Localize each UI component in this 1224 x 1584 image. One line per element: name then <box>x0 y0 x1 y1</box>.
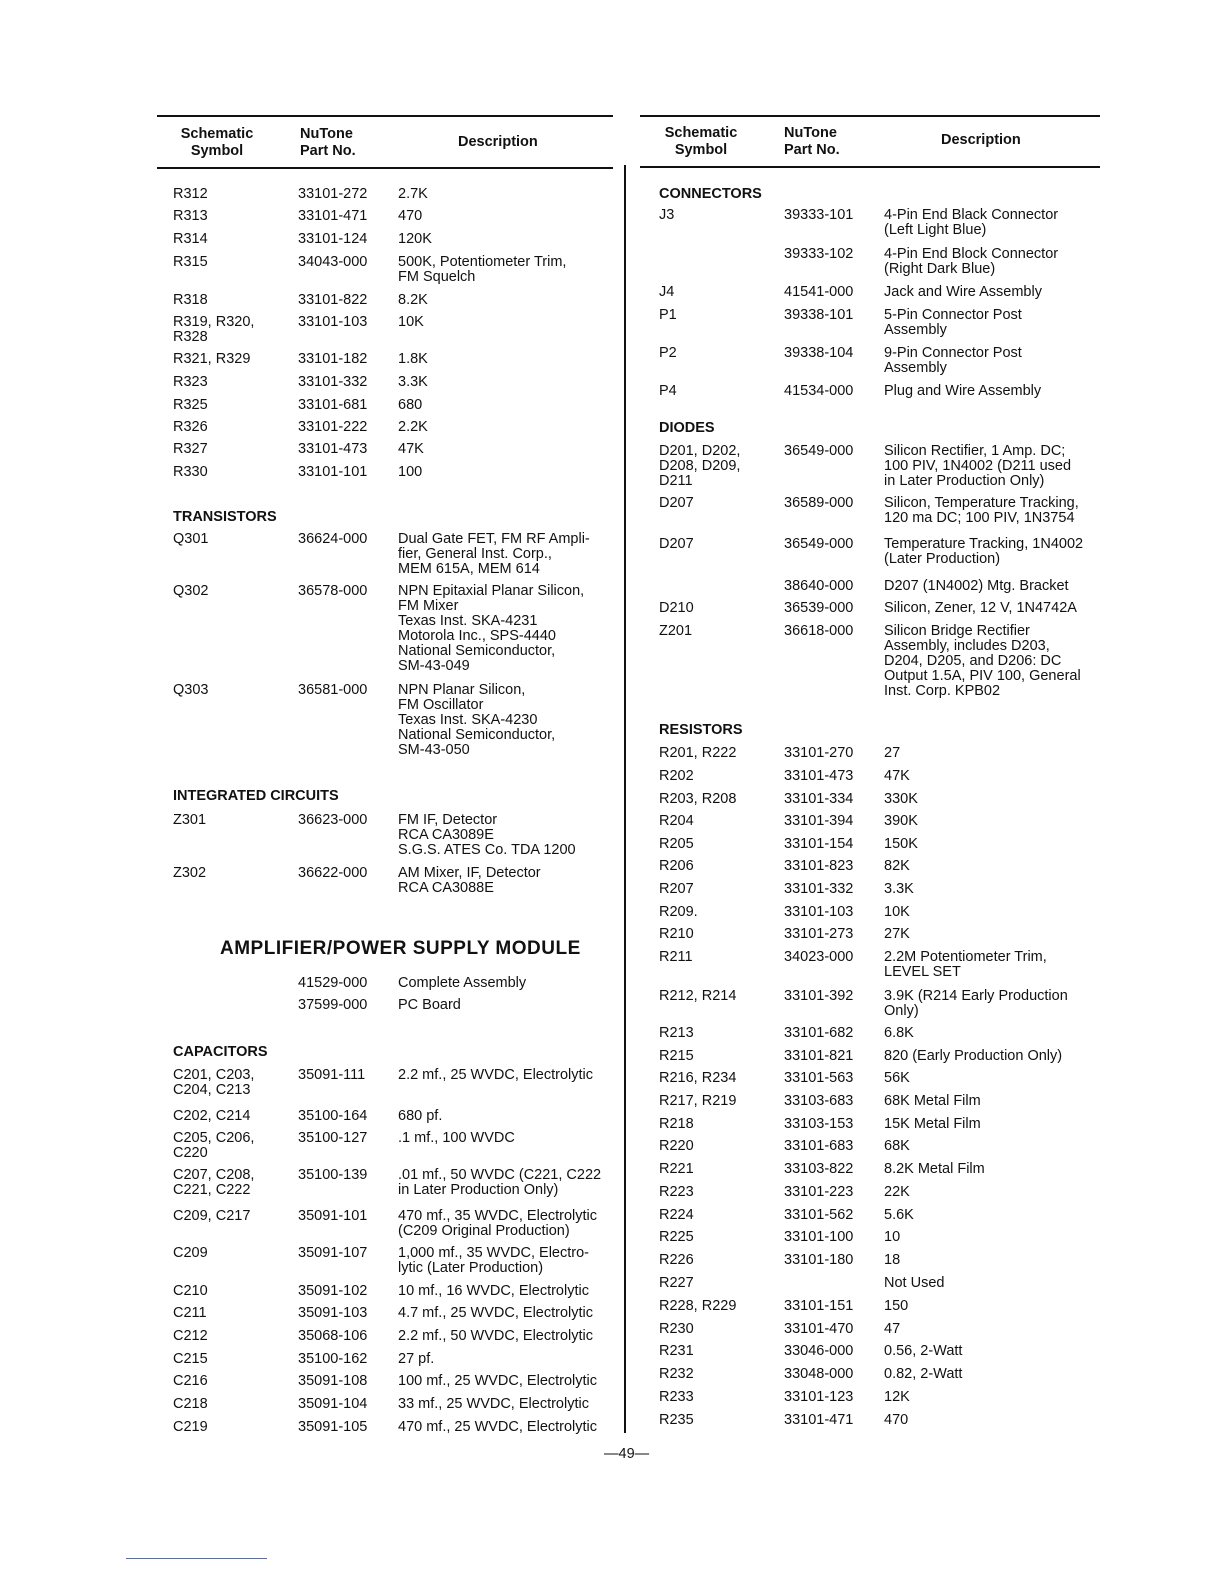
symbol-cell: R224 <box>659 1207 694 1223</box>
part-number-cell: 33101-682 <box>784 1025 854 1041</box>
part-number-cell: 33101-822 <box>298 292 368 308</box>
part-number-cell: 33101-180 <box>784 1252 854 1268</box>
description-cell: Complete Assembly <box>398 975 527 991</box>
description-cell: 0.56, 2-Watt <box>884 1343 963 1359</box>
symbol-cell: R205 <box>659 836 694 852</box>
description-cell: 4-Pin End Black Connector (Left Light Blue) <box>884 207 1059 238</box>
part-number-cell: 33101-332 <box>784 881 854 897</box>
symbol-cell: R318 <box>173 292 208 308</box>
symbol-cell: Q301 <box>173 531 209 547</box>
description-cell: 2.2 mf., 25 WVDC, Electrolytic <box>398 1067 593 1083</box>
part-number-cell: 33101-821 <box>784 1048 854 1064</box>
footer-line <box>126 1558 267 1559</box>
part-number-cell: 39333-102 <box>784 246 854 262</box>
description-cell: 12K <box>884 1389 910 1405</box>
description-cell: 3.3K <box>884 881 914 897</box>
symbol-cell: R226 <box>659 1252 694 1268</box>
part-number-cell: 35091-111 <box>298 1067 366 1083</box>
description-cell: 8.2K Metal Film <box>884 1161 985 1177</box>
symbol-cell: R202 <box>659 768 694 784</box>
symbol-cell: R201, R222 <box>659 745 737 761</box>
symbol-cell: R233 <box>659 1389 694 1405</box>
symbol-cell: C207, C208, C221, C222 <box>173 1167 255 1198</box>
part-number-cell: 33101-103 <box>298 314 368 330</box>
description-cell: 500K, Potentiometer Trim, FM Squelch <box>398 254 567 285</box>
description-cell: .1 mf., 100 WVDC <box>398 1130 515 1146</box>
part-number-cell: 35091-107 <box>298 1245 368 1261</box>
part-number-cell: 33103-822 <box>784 1161 854 1177</box>
description-cell: 10K <box>884 904 910 920</box>
description-cell: AM Mixer, IF, Detector RCA CA3088E <box>398 865 541 896</box>
part-number-cell: 33101-470 <box>784 1321 854 1337</box>
part-number-cell: 33101-100 <box>784 1229 854 1245</box>
symbol-cell: R204 <box>659 813 694 829</box>
part-number-cell: 36623-000 <box>298 812 368 828</box>
part-number-cell: 39338-104 <box>784 345 854 361</box>
part-number-cell: 35091-101 <box>298 1208 368 1224</box>
part-number-cell: 33101-154 <box>784 836 854 852</box>
part-number-cell: 33101-562 <box>784 1207 854 1223</box>
symbol-cell: C210 <box>173 1283 208 1299</box>
part-number-cell: 33101-222 <box>298 419 368 435</box>
part-number-cell: 33101-223 <box>784 1184 854 1200</box>
description-cell: 120K <box>398 231 432 247</box>
symbol-cell: R323 <box>173 374 208 390</box>
symbol-cell: R231 <box>659 1343 694 1359</box>
symbol-cell: R326 <box>173 419 208 435</box>
description-cell: 680 <box>398 397 423 413</box>
symbol-cell: C209, C217 <box>173 1208 251 1224</box>
symbol-cell: R211 <box>659 949 693 965</box>
description-cell: 470 <box>398 208 423 224</box>
description-cell: 27 pf. <box>398 1351 435 1367</box>
part-number-cell: 33101-101 <box>298 464 368 480</box>
description-cell: 0.82, 2-Watt <box>884 1366 963 1382</box>
symbol-cell: R209. <box>659 904 698 920</box>
symbol-cell: R212, R214 <box>659 988 737 1004</box>
description-cell: 68K <box>884 1138 910 1154</box>
section-title: INTEGRATED CIRCUITS <box>173 788 339 804</box>
part-number-cell: 36578-000 <box>298 583 368 599</box>
symbol-cell: R312 <box>173 186 208 202</box>
header-part-no: NuTone Part No. <box>300 126 356 159</box>
description-cell: 6.8K <box>884 1025 914 1041</box>
part-number-cell: 34043-000 <box>298 254 368 270</box>
part-number-cell: 33101-473 <box>784 768 854 784</box>
part-number-cell: 35091-108 <box>298 1373 368 1389</box>
part-number-cell: 33101-182 <box>298 351 368 367</box>
description-cell: 680 pf. <box>398 1108 443 1124</box>
part-number-cell: 36581-000 <box>298 682 368 698</box>
description-cell: 2.2M Potentiometer Trim, LEVEL SET <box>884 949 1047 980</box>
description-cell: FM IF, Detector RCA CA3089E S.G.S. ATES Co. TDA 1200 <box>398 812 576 858</box>
description-cell: 22K <box>884 1184 910 1200</box>
description-cell: PC Board <box>398 997 461 1013</box>
symbol-cell: R223 <box>659 1184 694 1200</box>
header-description: Description <box>941 132 1021 148</box>
description-cell: 10 <box>884 1229 901 1245</box>
description-cell: 1,000 mf., 35 WVDC, Electro- lytic (Later Production) <box>398 1245 589 1276</box>
part-number-cell: 39338-101 <box>784 307 854 323</box>
part-number-cell: 33101-123 <box>784 1389 854 1405</box>
column-divider <box>624 165 626 1433</box>
part-number-cell: 33101-392 <box>784 988 854 1004</box>
symbol-cell: C216 <box>173 1373 208 1389</box>
symbol-cell: R232 <box>659 1366 694 1382</box>
symbol-cell: R227 <box>659 1275 694 1291</box>
description-cell: Jack and Wire Assembly <box>884 284 1042 300</box>
symbol-cell: R216, R234 <box>659 1070 737 1086</box>
description-cell: NPN Planar Silicon, FM Oscillator Texas Inst. SKA-4230 National Semiconductor, SM-43-050 <box>398 682 556 758</box>
description-cell: Silicon, Temperature Tracking, 120 ma DC; 100 PIV, 1N3754 <box>884 495 1079 526</box>
symbol-cell: C202, C214 <box>173 1108 251 1124</box>
description-cell: 390K <box>884 813 918 829</box>
part-number-cell: 41534-000 <box>784 383 854 399</box>
right-parts-table <box>640 115 1100 1428</box>
part-number-cell: 33101-151 <box>784 1298 854 1314</box>
part-number-cell: 35100-139 <box>298 1167 368 1183</box>
description-cell: 15K Metal Film <box>884 1116 981 1132</box>
part-number-cell: 35091-104 <box>298 1396 368 1412</box>
right-table-header <box>640 115 1100 168</box>
description-cell: 4-Pin End Block Connector (Right Dark Blue) <box>884 246 1059 277</box>
description-cell: 2.2 mf., 50 WVDC, Electrolytic <box>398 1328 593 1344</box>
header-schematic-symbol: Schematic Symbol <box>180 126 254 159</box>
description-cell: 9-Pin Connector Post Assembly <box>884 345 1022 376</box>
part-number-cell: 35091-105 <box>298 1419 368 1435</box>
description-cell: 820 (Early Production Only) <box>884 1048 1063 1064</box>
symbol-cell: R327 <box>173 441 208 457</box>
part-number-cell: 33101-334 <box>784 791 854 807</box>
part-number-cell: 36589-000 <box>784 495 854 511</box>
symbol-cell: R313 <box>173 208 208 224</box>
symbol-cell: R215 <box>659 1048 694 1064</box>
description-cell: 47K <box>884 768 910 784</box>
symbol-cell: R315 <box>173 254 208 270</box>
symbol-cell: J4 <box>659 284 675 300</box>
symbol-cell: Z301 <box>173 812 207 828</box>
description-cell: 47 <box>884 1321 901 1337</box>
part-number-cell: 34023-000 <box>784 949 854 965</box>
section-title: TRANSISTORS <box>173 509 277 525</box>
section-title: RESISTORS <box>659 722 743 738</box>
symbol-cell: R218 <box>659 1116 694 1132</box>
description-cell: 27K <box>884 926 910 942</box>
description-cell: Plug and Wire Assembly <box>884 383 1042 399</box>
section-title: CAPACITORS <box>173 1044 268 1060</box>
symbol-cell: R220 <box>659 1138 694 1154</box>
part-number-cell: 33101-103 <box>784 904 854 920</box>
symbol-cell: R221 <box>659 1161 694 1177</box>
symbol-cell: Q303 <box>173 682 209 698</box>
description-cell: Temperature Tracking, 1N4002 (Later Production) <box>884 536 1084 567</box>
symbol-cell: R225 <box>659 1229 694 1245</box>
part-number-cell: 33101-273 <box>784 926 854 942</box>
part-number-cell: 33101-270 <box>784 745 854 761</box>
header-part-no: NuTone Part No. <box>784 125 840 158</box>
header-schematic-symbol: Schematic Symbol <box>664 125 738 158</box>
description-cell: Not Used <box>884 1275 945 1291</box>
header-description: Description <box>458 134 538 150</box>
description-cell: 4.7 mf., 25 WVDC, Electrolytic <box>398 1305 593 1321</box>
part-number-cell: 36624-000 <box>298 531 368 547</box>
part-number-cell: 41529-000 <box>298 975 368 991</box>
part-number-cell: 33046-000 <box>784 1343 854 1359</box>
part-number-cell: 39333-101 <box>784 207 854 223</box>
part-number-cell: 35091-102 <box>298 1283 368 1299</box>
symbol-cell: D210 <box>659 600 694 616</box>
symbol-cell: D201, D202, D208, D209, D211 <box>659 443 741 489</box>
symbol-cell: R321, R329 <box>173 351 251 367</box>
description-cell: 470 mf., 35 WVDC, Electrolytic (C209 Original Production) <box>398 1208 598 1239</box>
part-number-cell: 35091-103 <box>298 1305 368 1321</box>
symbol-cell: R203, R208 <box>659 791 737 807</box>
description-cell: Silicon, Zener, 12 V, 1N4742A <box>884 600 1077 616</box>
part-number-cell: 35100-164 <box>298 1108 368 1124</box>
description-cell: Dual Gate FET, FM RF Ampli- fier, General Inst. Corp., MEM 615A, MEM 614 <box>398 531 590 577</box>
description-cell: 1.8K <box>398 351 428 367</box>
symbol-cell: R235 <box>659 1412 694 1428</box>
symbol-cell: C205, C206, C220 <box>173 1130 255 1161</box>
part-number-cell: 35100-127 <box>298 1130 368 1146</box>
symbol-cell: R330 <box>173 464 208 480</box>
part-number-cell: 35068-106 <box>298 1328 368 1344</box>
description-cell: 68K Metal Film <box>884 1093 981 1109</box>
description-cell: 5.6K <box>884 1207 914 1223</box>
symbol-cell: R206 <box>659 858 694 874</box>
part-number-cell: 36549-000 <box>784 443 854 459</box>
part-number-cell: 36539-000 <box>784 600 854 616</box>
description-cell: 150 <box>884 1298 909 1314</box>
part-number-cell: 38640-000 <box>784 578 854 594</box>
part-number-cell: 36622-000 <box>298 865 368 881</box>
symbol-cell: P4 <box>659 383 677 399</box>
description-cell: NPN Epitaxial Planar Silicon, FM Mixer Texas Inst. SKA-4231 Motorola Inc., SPS-4440 National Semiconductor, SM-43-049 <box>398 583 585 674</box>
part-number-cell: 33101-681 <box>298 397 368 413</box>
symbol-cell: R213 <box>659 1025 694 1041</box>
description-cell: 470 mf., 25 WVDC, Electrolytic <box>398 1419 598 1435</box>
description-cell: 8.2K <box>398 292 428 308</box>
symbol-cell: Q302 <box>173 583 209 599</box>
part-number-cell: 33101-332 <box>298 374 368 390</box>
symbol-cell: Z201 <box>659 623 693 639</box>
description-cell: 47K <box>398 441 424 457</box>
part-number-cell: 33101-471 <box>784 1412 854 1428</box>
description-cell: 27 <box>884 745 901 761</box>
description-cell: 56K <box>884 1070 910 1086</box>
part-number-cell: 33101-563 <box>784 1070 854 1086</box>
description-cell: 150K <box>884 836 918 852</box>
part-number-cell: 36549-000 <box>784 536 854 552</box>
part-number-cell: 37599-000 <box>298 997 368 1013</box>
description-cell: 10K <box>398 314 424 330</box>
part-number-cell: 36618-000 <box>784 623 854 639</box>
description-cell: 470 <box>884 1412 909 1428</box>
symbol-cell: C218 <box>173 1396 208 1412</box>
part-number-cell: 33103-683 <box>784 1093 854 1109</box>
description-cell: Silicon Rectifier, 1 Amp. DC; 100 PIV, 1N4002 (D211 used in Later Production Only) <box>884 443 1072 489</box>
description-cell: Silicon Bridge Rectifier Assembly, includes D203, D204, D205, and D206: DC Output 1.5A, PIV 100, General Inst. Corp. KPB02 <box>884 623 1081 699</box>
part-number-cell: 33048-000 <box>784 1366 854 1382</box>
page-number: —49— <box>604 1446 650 1462</box>
description-cell: 10 mf., 16 WVDC, Electrolytic <box>398 1283 589 1299</box>
part-number-cell: 33101-823 <box>784 858 854 874</box>
symbol-cell: P2 <box>659 345 677 361</box>
symbol-cell: C215 <box>173 1351 208 1367</box>
section-title: CONNECTORS <box>659 186 762 202</box>
description-cell: 100 <box>398 464 423 480</box>
symbol-cell: R228, R229 <box>659 1298 737 1314</box>
description-cell: 18 <box>884 1252 901 1268</box>
symbol-cell: C209 <box>173 1245 208 1261</box>
symbol-cell: R319, R320, R328 <box>173 314 255 345</box>
symbol-cell: R207 <box>659 881 694 897</box>
description-cell: 330K <box>884 791 918 807</box>
part-number-cell: 33103-153 <box>784 1116 854 1132</box>
symbol-cell: J3 <box>659 207 675 223</box>
left-table-header <box>157 115 613 169</box>
description-cell: 33 mf., 25 WVDC, Electrolytic <box>398 1396 589 1412</box>
description-cell: 82K <box>884 858 910 874</box>
symbol-cell: C212 <box>173 1328 208 1344</box>
description-cell: 5-Pin Connector Post Assembly <box>884 307 1022 338</box>
symbol-cell: R325 <box>173 397 208 413</box>
description-cell: 2.2K <box>398 419 428 435</box>
description-cell: .01 mf., 50 WVDC (C221, C222 in Later Production Only) <box>398 1167 602 1198</box>
part-number-cell: 35100-162 <box>298 1351 368 1367</box>
description-cell: D207 (1N4002) Mtg. Bracket <box>884 578 1069 594</box>
part-number-cell: 33101-272 <box>298 186 368 202</box>
symbol-cell: R217, R219 <box>659 1093 737 1109</box>
symbol-cell: R230 <box>659 1321 694 1337</box>
symbol-cell: R210 <box>659 926 694 942</box>
description-cell: 2.7K <box>398 186 428 202</box>
module-title: AMPLIFIER/POWER SUPPLY MODULE <box>220 938 581 959</box>
symbol-cell: D207 <box>659 536 694 552</box>
section-title: DIODES <box>659 420 715 436</box>
symbol-cell: P1 <box>659 307 677 323</box>
symbol-cell: C201, C203, C204, C213 <box>173 1067 255 1098</box>
symbol-cell: R314 <box>173 231 208 247</box>
symbol-cell: Z302 <box>173 865 207 881</box>
part-number-cell: 33101-471 <box>298 208 368 224</box>
description-cell: 3.9K (R214 Early Production Only) <box>884 988 1068 1019</box>
symbol-cell: D207 <box>659 495 694 511</box>
part-number-cell: 41541-000 <box>784 284 854 300</box>
part-number-cell: 33101-683 <box>784 1138 854 1154</box>
part-number-cell: 33101-473 <box>298 441 368 457</box>
symbol-cell: C219 <box>173 1419 208 1435</box>
symbol-cell: C211 <box>173 1305 207 1321</box>
part-number-cell: 33101-394 <box>784 813 854 829</box>
part-number-cell: 33101-124 <box>298 231 368 247</box>
description-cell: 100 mf., 25 WVDC, Electrolytic <box>398 1373 598 1389</box>
description-cell: 3.3K <box>398 374 428 390</box>
